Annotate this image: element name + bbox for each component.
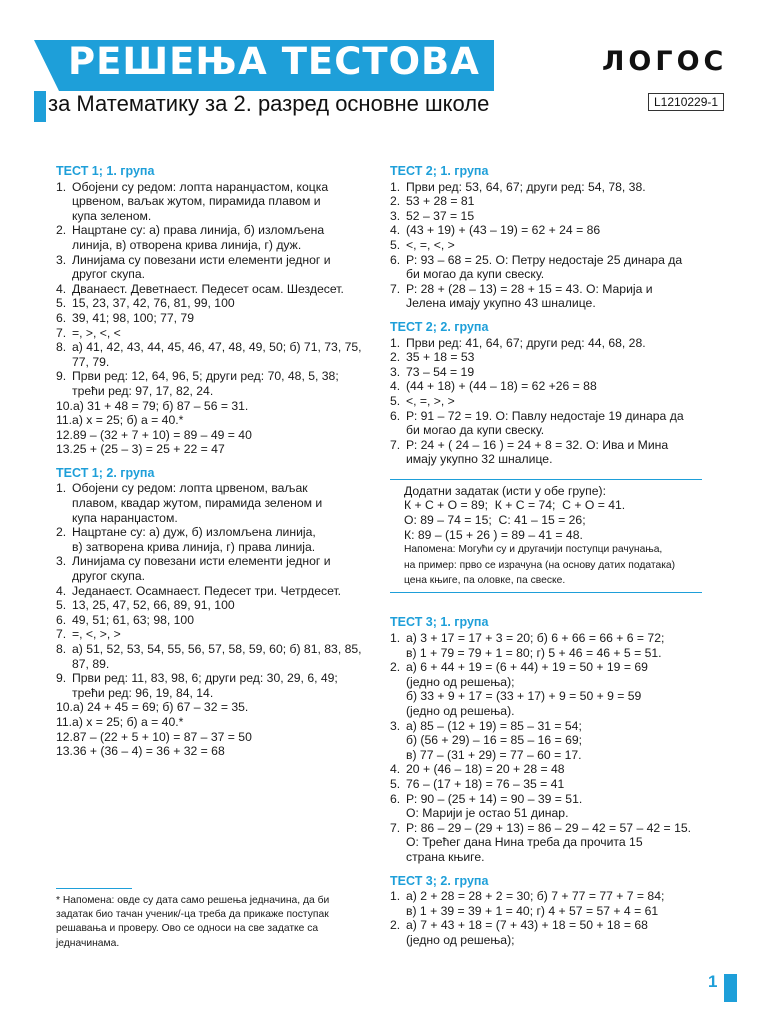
item-number: 12. [56,729,73,744]
answer-item [56,223,368,252]
item-number: 7. [56,325,67,340]
item-text: а) x = 25; б) a = 40.* [72,714,184,729]
item-number: 5. [390,777,401,791]
page-number: 1 [708,972,718,991]
item-text: 13, 25, 47, 52, 66, 89, 91, 100 [72,598,235,613]
answer-item [56,525,368,554]
item-text: 49, 51; 61, 63; 98, 100 [72,612,194,627]
item-text: Први ред: 41, 64, 67; други ред: 44, 68, 28. [406,335,646,350]
item-number: 3. [390,364,401,379]
section-heading: ТЕСТ 1; 1. група [56,164,155,178]
answer-item [390,792,702,821]
answer-item [56,399,368,414]
item-text: Линијама су повезани исти елементи једног и другог скупа. [72,554,331,584]
item-text: =, >, <, < [72,325,121,340]
item-number: 5. [390,393,401,408]
item-number: 4. [56,583,67,598]
item-number: 1. [390,335,401,350]
header-banner [0,0,768,130]
answer-item [56,715,368,730]
item-text: =, <, >, > [72,627,121,642]
page-title: РЕШЕЊА ТЕСТОВА [68,40,480,83]
item-number: 6. [390,408,401,423]
item-text: Први ред: 53, 64, 67; други ред: 54, 78, 38. [406,179,646,194]
item-text: <, =, <, > [406,237,455,252]
answer-item [390,336,702,351]
answer-item [390,631,702,660]
test-section [56,164,368,457]
item-text: а) 41, 42, 43, 44, 45, 46, 47, 48, 49, 50; б) 71, 73, 75, 77, 79. [72,340,362,369]
extra-task-line: Додатни задатак (исти у обе групе): [404,483,606,498]
answer-item [56,340,368,369]
item-text: (43 + 19) + (43 – 19) = 62 + 24 = 86 [406,223,601,238]
item-number: 7. [390,437,401,452]
item-text: Линијама су повезани исти елементи једног и другог скупа. [72,252,331,282]
answer-item [56,481,368,525]
answer-item [56,671,368,700]
answer-item [390,238,702,253]
item-text: Р: 93 – 68 = 25. О: Петру недостаје 25 динара да би могао да купи свеску. [406,252,683,282]
answer-item [56,700,368,715]
item-number: 6. [56,310,67,325]
answer-item [390,918,702,947]
section-heading: ТЕСТ 1; 2. група [56,465,155,480]
answer-item [390,350,702,365]
item-text: 87 – (22 + 5 + 10) = 87 – 37 = 50 [72,729,252,744]
answer-item [390,762,702,777]
answer-item [56,584,368,599]
answer-item [56,180,368,224]
section-heading: ТЕСТ 2; 1. група [390,164,489,178]
answer-item [390,194,702,209]
item-text: 35 + 18 = 53 [406,350,475,365]
left-column [56,164,368,768]
item-text: 52 – 37 = 15 [406,208,475,223]
item-number: 4. [390,379,401,394]
item-text: Нацртане су: а) права линија, б) изломљена линија, в) отворена крива линија, г) дуж. [72,223,325,252]
answer-item [56,613,368,628]
answer-item [390,719,702,763]
item-number: 3. [56,554,67,569]
item-text: 15, 23, 37, 42, 76, 81, 99, 100 [72,296,235,311]
answer-item [390,821,702,865]
answer-item [56,369,368,398]
item-text: Р: 86 – 29 – (29 + 13) = 86 – 29 – 42 = 57 – 42 = 15. О: Трећег дана Нина треба да прочита 15 страна књиге. [406,820,692,864]
subtitle-accent [34,91,46,122]
answer-item [390,394,702,409]
page-marker-bar [724,974,737,1002]
footnote [56,888,368,951]
answer-item [390,438,702,467]
item-number: 13. [56,744,73,759]
extra-task-line: О: 89 – 74 = 15; С: 41 – 15 = 26; [404,513,586,528]
right-column [390,164,702,957]
item-number: 2. [390,918,401,933]
answer-item [56,282,368,297]
item-number: 6. [390,252,401,267]
item-number: 3. [390,718,401,733]
item-text: Први ред: 11, 83, 98, 6; други ред: 30, 29, 6, 49; трећи ред: 96, 19, 84, 14. [72,671,338,700]
item-number: 6. [56,612,67,627]
test-section [390,615,702,864]
item-number: 2. [56,525,67,540]
publisher-logo: ЛОГОС [602,46,728,77]
extra-task-line: К + С + О = 89; К + С = 74; С + О = 41. [404,498,626,513]
item-text: 73 – 54 = 19 [406,364,475,379]
answer-item [56,413,368,428]
item-number: 8. [56,340,67,355]
item-number: 4. [390,223,401,238]
answer-item [390,209,702,224]
page-subtitle: за Математику за 2. разред основне школе [48,91,490,116]
item-number: 4. [56,281,67,296]
item-text: Р: 90 – (25 + 14) = 90 – 39 = 51. О: Марији је остао 51 динар. [406,791,583,821]
item-number: 1. [56,481,67,496]
item-text: а) 7 + 43 + 18 = (7 + 43) + 18 = 50 + 18 = 68 (једно од решења); [406,918,648,947]
item-number: 7. [56,627,67,642]
item-number: 1. [56,179,67,194]
item-text: а) 85 – (12 + 19) = 85 – 31 = 54; б) (56 + 29) – 16 = 85 – 16 = 69; в) 77 – (31 + 29) = 77 – 60 = 17. [406,718,583,762]
item-text: Р: 91 – 72 = 19. О: Павлу недостаје 19 динара да би могао да купи свеску. [406,408,684,438]
item-number: 12. [56,427,73,442]
item-number: 10. [56,700,73,715]
item-number: 3. [56,252,67,267]
extra-task-note: Напомена: Могући су и другачији поступци рачунања, на пример: прво се израчуна (на основу датих података) цена књиге, па оловке, па свеске. [404,544,676,587]
section-heading: ТЕСТ 2; 2. група [390,319,489,334]
answer-item [56,554,368,583]
item-text: Нацртане су: а) дуж, б) изломљена линија, в) затворена крива линија, г) права линија. [72,525,316,554]
answer-item [56,253,368,282]
item-text: 76 – (17 + 18) = 76 – 35 = 41 [406,777,565,791]
item-text: 25 + (25 – 3) = 25 + 22 = 47 [72,442,225,457]
answer-item [56,296,368,311]
item-number: 13. [56,442,73,457]
item-text: 53 + 28 = 81 [406,194,475,209]
item-text: а) 31 + 48 = 79; б) 87 – 56 = 31. [72,398,249,413]
item-number: 6. [390,791,401,806]
item-number: 3. [390,208,401,223]
answer-item [390,180,702,195]
answer-item [56,598,368,613]
extra-task-box [390,479,702,594]
item-number: 1. [390,631,401,646]
item-number: 5. [56,598,67,613]
item-text: а) 51, 52, 53, 54, 55, 56, 57, 58, 59, 60; б) 81, 83, 85, 87, 89. [72,642,362,671]
item-text: а) 3 + 17 = 17 + 3 = 20; б) 6 + 66 = 66 + 6 = 72; в) 1 + 79 = 79 + 1 = 80; г) 5 + 46 = 46 + 5 = 51. [406,631,665,660]
extra-task-line: К: 89 – (15 + 26 ) = 89 – 41 = 48. [404,527,583,542]
test-section [390,874,702,948]
item-text: Дванаест. Деветнаест. Педесет осам. Шездесет. [72,281,344,296]
item-number: 9. [56,671,67,686]
answer-item [390,777,702,792]
item-text: Обојени су редом: лопта наранџастом, коцка црвеном, ваљак жутом, пирамида плавом и купа зеленом. [72,179,329,223]
item-number: 2. [56,223,67,238]
item-number: 10. [56,398,73,413]
item-text: (44 + 18) + (44 – 18) = 62 +26 = 88 [406,379,597,394]
item-number: 11. [56,413,73,428]
item-text: а) 2 + 28 = 28 + 2 = 30; б) 7 + 77 = 77 + 7 = 84; в) 1 + 39 = 39 + 1 = 40; г) 4 + 57 = 57 + 4 = 61 [406,889,665,918]
answer-item [56,326,368,341]
answer-item [56,642,368,671]
item-number: 8. [56,642,67,656]
item-text: 39, 41; 98, 100; 77, 79 [72,310,194,325]
answer-item [390,889,702,918]
section-heading: ТЕСТ 3; 1. група [390,615,489,630]
product-code: L1210229-1 [648,93,724,111]
answer-item [390,365,702,380]
test-section [56,466,368,759]
item-number: 2. [390,194,401,209]
item-number: 1. [390,179,401,194]
answer-item [390,409,702,438]
item-text: Обојени су редом: лопта црвеном, ваљак плавом, квадар жутом, пирамида зеленом и купа наранџастом. [72,481,323,525]
item-text: <, =, >, > [406,393,455,408]
item-number: 11. [56,714,73,729]
item-number: 5. [390,237,401,252]
answer-item [390,379,702,394]
answer-item [56,442,368,457]
footnote-rule [56,888,132,889]
test-section [390,320,702,467]
answer-item [390,660,702,718]
test-section [390,164,702,311]
item-text: 89 – (32 + 7 + 10) = 89 – 49 = 40 [72,427,252,442]
item-number: 5. [56,296,67,311]
item-number: 2. [390,660,401,675]
item-number: 7. [390,281,401,296]
item-text: а) 24 + 45 = 69; б) 67 – 32 = 35. [72,700,249,715]
item-number: 4. [390,762,401,777]
answer-item [56,428,368,443]
item-text: 20 + (46 – 18) = 20 + 28 = 48 [406,762,565,777]
item-number: 1. [390,889,401,904]
answer-item [56,744,368,759]
answer-item [390,223,702,238]
item-text: а) 6 + 44 + 19 = (6 + 44) + 19 = 50 + 19 = 69 (једно од решења); б) 33 + 9 + 17 = (33 + 17) + 9 = 50 + 9 = 59 (једно од решења). [406,660,648,719]
item-number: 7. [390,820,401,835]
item-text: 36 + (36 – 4) = 36 + 32 = 68 [72,744,225,759]
item-text: Први ред: 12, 64, 96, 5; други ред: 70, 48, 5, 38; трећи ред: 97, 17, 82, 24. [72,369,339,398]
item-number: 9. [56,369,67,384]
item-text: Једанаест. Осамнаест. Педесет три. Четрдесет. [72,583,342,598]
answer-item [56,311,368,326]
answer-item [390,253,702,282]
item-number: 2. [390,350,401,365]
item-text: Р: 28 + (28 – 13) = 28 + 15 = 43. О: Марија и Јелена имају укупно 43 шналице. [406,281,653,311]
answer-item [56,730,368,745]
section-heading: ТЕСТ 3; 2. група [390,873,489,888]
item-text: Р: 24 + ( 24 – 16 ) = 24 + 8 = 32. О: Ива и Мина имају укупно 32 шналице. [406,437,669,467]
footnote-text: * Напомена: овде су дата само решења једначина, да би задатак био тачан ученик/-ца треба да прикаже поступак решавања и проверу. Ово се односи на све задатке са једначинама. [56,895,330,949]
item-text: а) x = 25; б) a = 40.* [72,413,184,428]
answer-item [390,282,702,311]
answer-item [56,627,368,642]
